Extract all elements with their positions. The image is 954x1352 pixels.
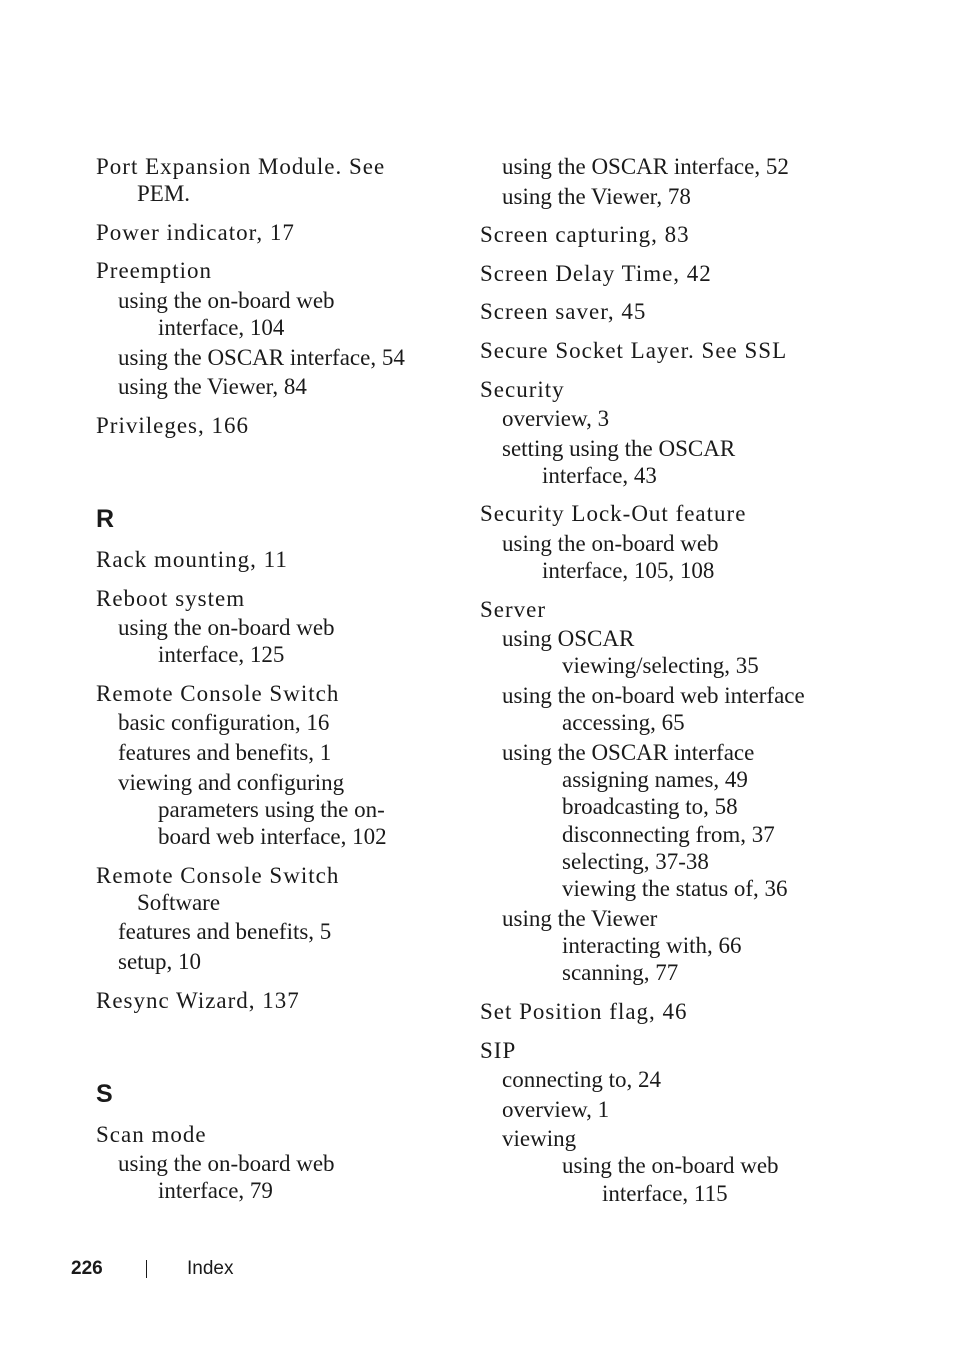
index-subentry: using the Viewer, 78 (502, 184, 691, 209)
index-subentry-continuation: parameters using the on- (158, 797, 385, 822)
index-subentry: features and benefits, 1 (118, 740, 332, 765)
index-subsubentry: broadcasting to, 58 (562, 794, 738, 819)
index-entry: Remote Console Switch (96, 681, 340, 706)
index-subentry: using the OSCAR interface (502, 740, 755, 765)
index-subentry: overview, 1 (502, 1097, 610, 1122)
index-subentry: using the OSCAR interface, 52 (502, 154, 789, 179)
index-entry: Remote Console Switch (96, 863, 340, 888)
index-entry: Power indicator, 17 (96, 220, 295, 245)
index-subentry-continuation: interface, 43 (542, 463, 657, 488)
index-entry: Scan mode (96, 1122, 207, 1147)
index-entry: SIP (480, 1038, 517, 1063)
index-subentry: connecting to, 24 (502, 1067, 662, 1092)
index-entry: Server (480, 597, 547, 622)
index-subentry: setting using the OSCAR (502, 436, 736, 461)
index-entry: Secure Socket Layer. See SSL (480, 338, 788, 363)
index-entry: Privileges, 166 (96, 413, 249, 438)
index-entry: Preemption (96, 258, 213, 283)
index-entry: Set Position flag, 46 (480, 999, 688, 1024)
section-letter: S (96, 1080, 113, 1108)
footer-section-title: Index (187, 1258, 234, 1279)
index-subentry: features and benefits, 5 (118, 919, 332, 944)
index-entry: Security Lock-Out feature (480, 501, 747, 526)
index-subsubentry: disconnecting from, 37 (562, 822, 775, 847)
index-entry: Reboot system (96, 586, 246, 611)
index-subsubentry: viewing/selecting, 35 (562, 653, 759, 678)
index-subentry: using the on-board web interface (502, 683, 805, 708)
index-subsubentry: accessing, 65 (562, 710, 685, 735)
page-number: 226 (71, 1258, 103, 1279)
index-subentry-continuation: interface, 79 (158, 1178, 273, 1203)
section-letter: R (96, 505, 115, 533)
index-entry: Screen Delay Time, 42 (480, 261, 712, 286)
index-subentry: overview, 3 (502, 406, 610, 431)
index-entry: Screen saver, 45 (480, 299, 647, 324)
index-entry-continuation: PEM. (137, 181, 191, 206)
index-subentry: using the on-board web (118, 288, 335, 313)
index-subsubentry: scanning, 77 (562, 960, 679, 985)
index-entry: Screen capturing, 83 (480, 222, 690, 247)
index-subentry: using the Viewer (502, 906, 658, 931)
index-entry: Resync Wizard, 137 (96, 988, 300, 1013)
index-subsubentry-continuation: interface, 115 (602, 1181, 728, 1206)
index-subentry-continuation: interface, 105, 108 (542, 558, 715, 583)
index-subentry: using the OSCAR interface, 54 (118, 345, 405, 370)
index-subentry: viewing (502, 1126, 577, 1151)
index-entry-continuation: Software (137, 890, 221, 915)
index-subsubentry: interacting with, 66 (562, 933, 742, 958)
index-subentry: using the on-board web (118, 615, 335, 640)
index-subsubentry: selecting, 37-38 (562, 849, 709, 874)
footer-separator (146, 1260, 147, 1278)
index-subentry: setup, 10 (118, 949, 202, 974)
index-subentry: basic configuration, 16 (118, 710, 330, 735)
index-subentry-continuation: interface, 104 (158, 315, 285, 340)
index-subentry-continuation: board web interface, 102 (158, 824, 387, 849)
index-subentry: viewing and configuring (118, 770, 345, 795)
index-subentry: using the on-board web (502, 531, 719, 556)
index-subentry: using OSCAR (502, 626, 635, 651)
index-subentry: using the on-board web (118, 1151, 335, 1176)
index-entry: Rack mounting, 11 (96, 547, 288, 572)
index-subentry-continuation: interface, 125 (158, 642, 285, 667)
index-subentry: using the Viewer, 84 (118, 374, 307, 399)
index-subsubentry: using the on-board web (562, 1153, 779, 1178)
index-entry: Security (480, 377, 565, 402)
index-subsubentry: viewing the status of, 36 (562, 876, 788, 901)
index-subsubentry: assigning names, 49 (562, 767, 748, 792)
index-entry: Port Expansion Module. See (96, 154, 386, 179)
